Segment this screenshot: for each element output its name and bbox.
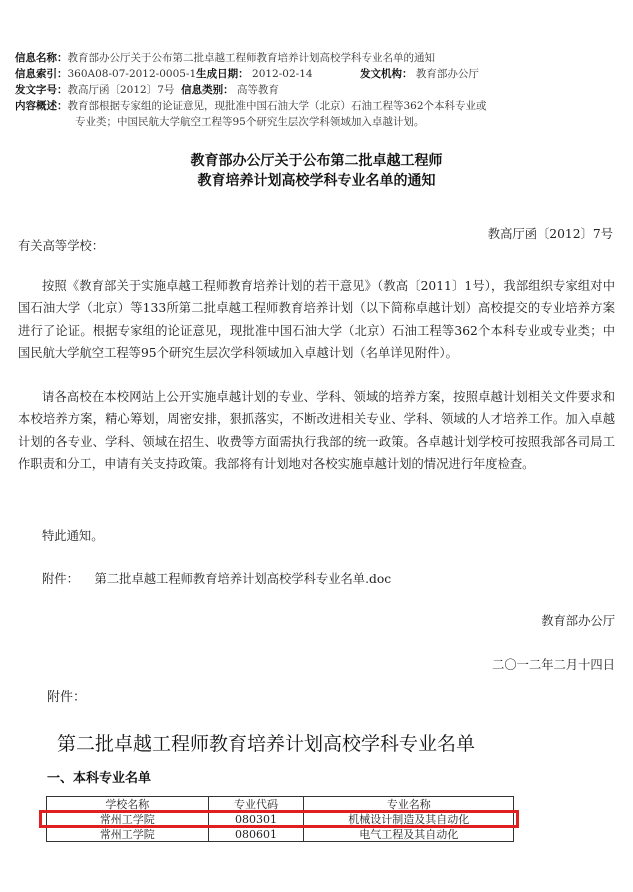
meta-category-value: 高等教育	[236, 84, 279, 96]
meta-category-label: 信息类别：	[181, 84, 234, 96]
meta-index-label: 信息索引：	[15, 68, 68, 80]
meta-issuer-label: 发文机构：	[360, 68, 413, 80]
meta-summary-label: 内容概述：	[15, 100, 68, 112]
meta-info-name-label: 信息名称：	[15, 52, 68, 64]
table-header-school: 学校名称	[47, 797, 209, 812]
notice-doc-number: 教高厅函〔2012〕7号	[487, 227, 613, 241]
notice-title-line1: 教育部办公厅关于公布第二批卓越工程师	[190, 153, 443, 169]
meta-docno-row	[15, 83, 279, 97]
notice-title-line2: 教育培养计划高校学科专业名单的通知	[197, 173, 436, 189]
table-header-major: 专业名称	[304, 797, 514, 812]
attachment-label: 附件：	[47, 690, 87, 705]
table-row	[47, 827, 514, 842]
notice-signer: 教育部办公厅	[541, 614, 615, 628]
meta-index-row	[15, 67, 313, 81]
notice-paragraph-2: 请各高校在本校网站上公开实施卓越计划的专业、学科、领域的培养方案，按照卓越计划相关文件要求和本校培养方案，精心筹划，周密安排，狠抓落实，不断改进相关专业、学科、领域的人才培养工作。加入卓越计划的各专业、学科、领域在招生、收费等方面需执行我部的统一政策。各卓越计划学校可按照我部各司局工作职责和分工，申请有关支持政策。我部将有计划地对各校实施卓越计划的情况进行年度检查。	[18, 390, 615, 472]
meta-info-name-value: 教育部办公厅关于公布第二批卓越工程师教育培养计划高校学科专业名单的通知	[67, 52, 435, 64]
table-cell-major: 电气工程及其自动化	[304, 827, 514, 842]
meta-gen-date-label: 生成日期：	[196, 68, 249, 80]
meta-issuer-row	[360, 67, 479, 81]
notice-attachment-file: 第二批卓越工程师教育培养计划高校学科专业名单.doc	[94, 572, 392, 586]
meta-index-value: 360A08-07-2012-0005-1	[67, 68, 197, 80]
notice-paragraph-1: 按照《教育部关于实施卓越工程师教育培养计划的若干意见》（教高〔2011〕1号），我部组织专家组对中国石油大学（北京）等133所第二批卓越工程师教育培养计划（以下简称卓越计划）高校提交的专业培养方案进行了论证。根据专家组的论证意见，现批准中国石油大学（北京）石油工程等362个本科专业或专业类；中国民航大学航空工程等95个研究生层次学科领域加入卓越计划（名单详见附件）。	[18, 279, 615, 361]
meta-info-name	[15, 51, 435, 65]
meta-summary-line1: 教育部根据专家组的论证意见，现批准中国石油大学（北京）石油工程等362个本科专业或	[67, 100, 487, 112]
table-cell-major: 机械设计制造及其自动化	[304, 812, 514, 827]
table-cell-school: 常州工学院	[47, 812, 209, 827]
table-cell-code: 080601	[208, 827, 304, 842]
notice-attachment-label: 附件：	[42, 572, 79, 586]
meta-gen-date-value: 2012-02-14	[252, 68, 313, 80]
meta-docno-label: 发文字号：	[15, 84, 68, 96]
table-cell-school: 常州工学院	[47, 827, 209, 842]
meta-issuer-value: 教育部办公厅	[415, 68, 479, 80]
meta-summary-row	[15, 99, 487, 113]
attachment-section-1: 一、本科专业名单	[47, 771, 152, 786]
meta-summary-line2: 专业类；中国民航大学航空工程等95个研究生层次学科领域加入卓越计划。	[75, 116, 425, 128]
highlight-box	[39, 810, 519, 828]
table-header-code: 专业代码	[208, 797, 304, 812]
notice-date: 二〇一二年二月十四日	[492, 658, 615, 672]
attachment-title: 第二批卓越工程师教育培养计划高校学科专业名单	[57, 733, 476, 755]
notice-closing: 特此通知。	[42, 529, 104, 543]
notice-salutation: 有关高等学校：	[18, 239, 105, 253]
notice-attachment	[42, 569, 391, 587]
table-cell-code: 080301	[208, 812, 304, 827]
meta-docno-value: 教高厅函〔2012〕7号	[67, 84, 175, 96]
